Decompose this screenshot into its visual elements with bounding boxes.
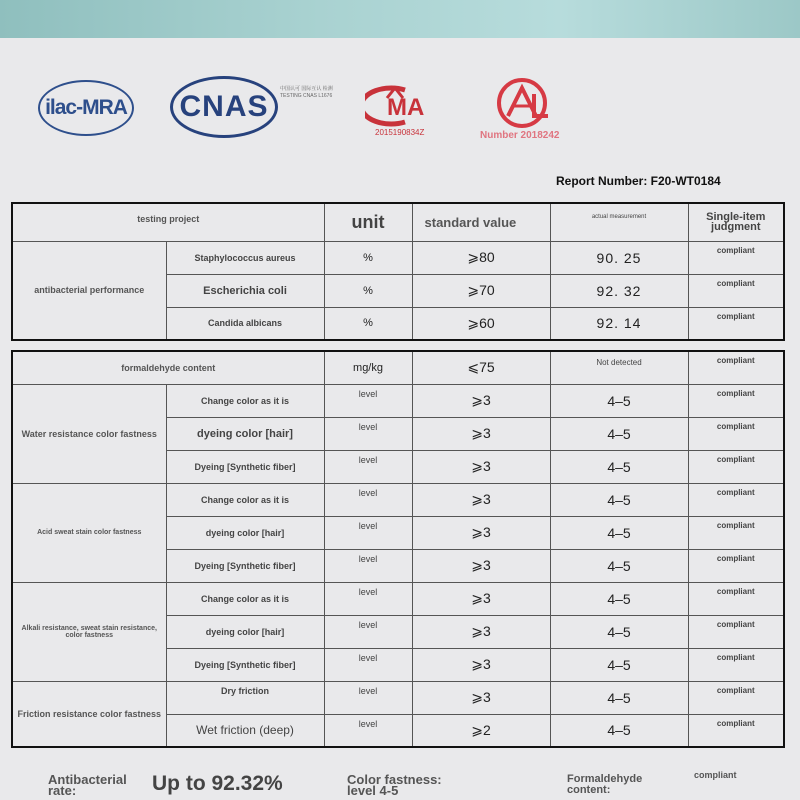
judgment-cell: compliant (688, 681, 784, 714)
judgment-cell: compliant (688, 483, 784, 516)
group-acid-sweat: Acid sweat stain color fastness (12, 483, 166, 582)
item-change-color: Change color as it is (166, 483, 324, 516)
judgment-cell: compliant (688, 450, 784, 483)
actual-cell: 4–5 (550, 681, 688, 714)
standard-cell: ⩾3 (412, 417, 550, 450)
item-dyeing-synthetic: Dyeing [Synthetic fiber] (166, 450, 324, 483)
actual-cell: Not detected (550, 351, 688, 384)
item-dyeing-hair: dyeing color [hair] (166, 417, 324, 450)
unit-cell: level (324, 384, 412, 417)
formaldehyde-summary-value: compliant (694, 770, 737, 780)
svg-text:MA: MA (387, 94, 425, 121)
cnas-logo: CNAS 中国认可 国际互认 检测 TESTING CNAS L1676 (168, 76, 338, 146)
standard-cell: ⩽75 (412, 351, 550, 384)
group-antibacterial: antibacterial performance (12, 241, 166, 340)
standard-cell: ⩾80 (412, 241, 550, 274)
standard-cell: ⩾3 (412, 483, 550, 516)
unit-cell: level (324, 681, 412, 714)
judgment-cell: compliant (688, 351, 784, 384)
group-alkali-resistance: Alkali resistance, sweat stain resistance, color fastness (12, 582, 166, 681)
unit-cell: level (324, 450, 412, 483)
cal-logo: Number 2018242 (478, 76, 598, 146)
actual-cell: 4–5 (550, 384, 688, 417)
item-dyeing-synthetic: Dyeing [Synthetic fiber] (166, 549, 324, 582)
unit-cell: mg/kg (324, 351, 412, 384)
actual-cell: 4–5 (550, 615, 688, 648)
standard-cell: ⩾3 (412, 582, 550, 615)
judgment-cell: compliant (688, 648, 784, 681)
standard-cell: ⩾3 (412, 450, 550, 483)
unit-cell: level (324, 483, 412, 516)
actual-cell: 4–5 (550, 516, 688, 549)
header-project: testing project (12, 203, 324, 241)
header-standard: standard value (412, 203, 550, 241)
fastness-table (11, 350, 785, 748)
actual-cell: 4–5 (550, 549, 688, 582)
judgment-cell: compliant (688, 549, 784, 582)
item-candida: Candida albicans (166, 307, 324, 340)
top-color-band (0, 0, 800, 38)
unit-cell: level (324, 417, 412, 450)
judgment-cell: compliant (688, 307, 784, 340)
standard-cell: ⩾60 (412, 307, 550, 340)
judgment-cell: compliant (688, 417, 784, 450)
unit-cell: % (324, 274, 412, 307)
unit-cell: level (324, 714, 412, 747)
summary-footer (0, 770, 800, 800)
header-judgment: Single-item judgment (688, 203, 784, 241)
judgment-cell: compliant (688, 615, 784, 648)
item-staphylococcus: Staphylococcus aureus (166, 241, 324, 274)
item-dyeing-hair: dyeing color [hair] (166, 615, 324, 648)
unit-cell: level (324, 582, 412, 615)
judgment-cell: compliant (688, 274, 784, 307)
item-wet-friction: Wet friction (deep) (166, 714, 324, 747)
standard-cell: ⩾3 (412, 648, 550, 681)
antibacterial-table (11, 202, 785, 341)
actual-cell: 4–5 (550, 648, 688, 681)
certification-logos (0, 70, 800, 150)
group-water-resistance: Water resistance color fastness (12, 384, 166, 483)
standard-cell: ⩾3 (412, 549, 550, 582)
item-escherichia: Escherichia coli (166, 274, 324, 307)
judgment-cell: compliant (688, 714, 784, 747)
judgment-cell: compliant (688, 241, 784, 274)
standard-cell: ⩾70 (412, 274, 550, 307)
standard-cell: ⩾2 (412, 714, 550, 747)
item-change-color: Change color as it is (166, 384, 324, 417)
item-dyeing-synthetic: Dyeing [Synthetic fiber] (166, 648, 324, 681)
item-formaldehyde: formaldehyde content (12, 351, 324, 384)
judgment-cell: compliant (688, 582, 784, 615)
unit-cell: level (324, 615, 412, 648)
color-fastness-summary: Color fastness: level 4-5 (347, 772, 442, 798)
actual-cell: 4–5 (550, 582, 688, 615)
header-unit: unit (324, 203, 412, 241)
actual-cell: 4–5 (550, 483, 688, 516)
unit-cell: % (324, 307, 412, 340)
unit-cell: level (324, 516, 412, 549)
judgment-cell: compliant (688, 516, 784, 549)
item-change-color: Change color as it is (166, 582, 324, 615)
unit-cell: % (324, 241, 412, 274)
header-actual: actual measurement (550, 203, 688, 241)
unit-cell: level (324, 549, 412, 582)
judgment-cell: compliant (688, 384, 784, 417)
actual-cell: 4–5 (550, 714, 688, 747)
actual-cell: 90. 25 (550, 241, 688, 274)
actual-cell: 4–5 (550, 417, 688, 450)
antibacterial-rate-label: Antibacterial rate: (48, 772, 127, 798)
actual-cell: 4–5 (550, 450, 688, 483)
antibacterial-rate-value: Up to 92.32% (152, 772, 283, 795)
item-dyeing-hair: dyeing color [hair] (166, 516, 324, 549)
group-friction-resistance: Friction resistance color fastness (12, 681, 166, 747)
ilac-mra-logo: ilac-MRA (38, 80, 138, 136)
report-number: Report Number: F20-WT0184 (556, 174, 721, 188)
standard-cell: ⩾3 (412, 516, 550, 549)
cma-logo: MA 2015190834Z (365, 84, 455, 144)
standard-cell: ⩾3 (412, 384, 550, 417)
standard-cell: ⩾3 (412, 615, 550, 648)
formaldehyde-summary-label: Formaldehyde content: (567, 773, 643, 796)
actual-cell: 92. 14 (550, 307, 688, 340)
item-dry-friction: Dry friction (166, 681, 324, 714)
unit-cell: level (324, 648, 412, 681)
actual-cell: 92. 32 (550, 274, 688, 307)
standard-cell: ⩾3 (412, 681, 550, 714)
